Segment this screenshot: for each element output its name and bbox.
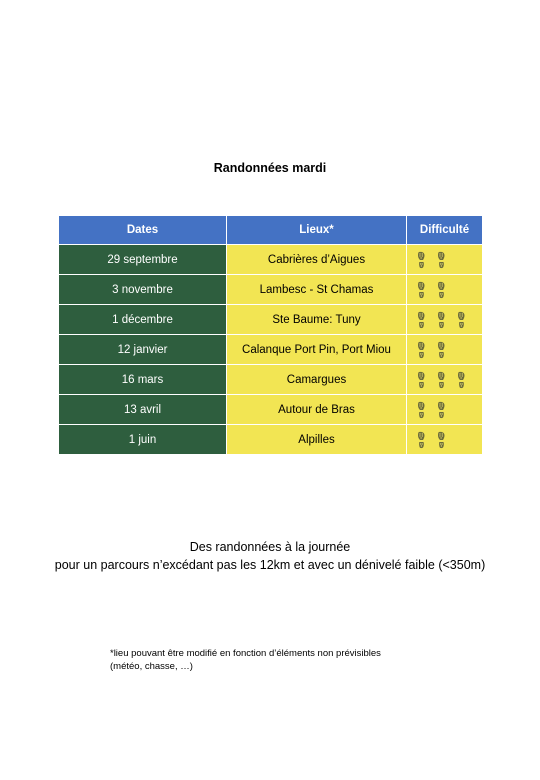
hiking-boot-print-icon [456,311,467,329]
cell-date: 3 novembre [59,275,227,305]
table-row [59,395,483,425]
hiking-boot-print-icon [416,401,427,419]
page-title: Randonnées mardi [213,161,327,175]
table-row [59,305,483,335]
cell-date: 16 mars [59,365,227,395]
hiking-boot-print-icon [436,251,447,269]
cell-difficulty [407,245,483,275]
hiking-boot-print-icon [416,251,427,269]
cell-place: Lambesc - St Chamas [227,275,407,305]
cell-difficulty [407,335,483,365]
cell-difficulty [407,275,483,305]
cell-difficulty [407,425,483,455]
cell-date: 1 décembre [59,305,227,335]
hiking-boot-print-icon [436,401,447,419]
footnote-line-1: *lieu pouvant être modifié en fonction d’éléments non prévisibles [110,648,381,659]
cell-place: Camargues [227,365,407,395]
table-row [59,425,483,455]
hiking-boot-print-icon [416,311,427,329]
table-header-row [59,216,483,245]
hiking-boot-print-icon [436,341,447,359]
description-line-1: Des randonnées à la journée [189,540,351,554]
cell-date: 12 janvier [59,335,227,365]
cell-difficulty [407,305,483,335]
hike-schedule-table [58,215,483,455]
cell-date: 29 septembre [59,245,227,275]
table-row [59,335,483,365]
cell-difficulty [407,365,483,395]
hiking-boot-print-icon [436,311,447,329]
cell-place: Calanque Port Pin, Port Miou [227,335,407,365]
description-line-2: pour un parcours n’excédant pas les 12km et avec un dénivelé faible (<350m) [54,558,486,572]
cell-place: Alpilles [227,425,407,455]
table-row [59,275,483,305]
table-row [59,365,483,395]
header-places: Lieux* [227,216,407,245]
cell-place: Ste Baume: Tuny [227,305,407,335]
header-difficulty: Difficulté [407,216,483,245]
hiking-boot-print-icon [436,431,447,449]
hiking-boot-print-icon [416,431,427,449]
hiking-boot-print-icon [436,281,447,299]
hiking-boot-print-icon [456,371,467,389]
cell-date: 13 avril [59,395,227,425]
cell-place: Cabrières d’Aigues [227,245,407,275]
cell-date: 1 juin [59,425,227,455]
footnote-line-2: (météo, chasse, …) [110,661,193,672]
hiking-boot-print-icon [416,371,427,389]
hiking-boot-print-icon [436,371,447,389]
hiking-boot-print-icon [416,281,427,299]
header-dates: Dates [59,216,227,245]
cell-place: Autour de Bras [227,395,407,425]
cell-difficulty [407,395,483,425]
table-row [59,245,483,275]
hiking-boot-print-icon [416,341,427,359]
